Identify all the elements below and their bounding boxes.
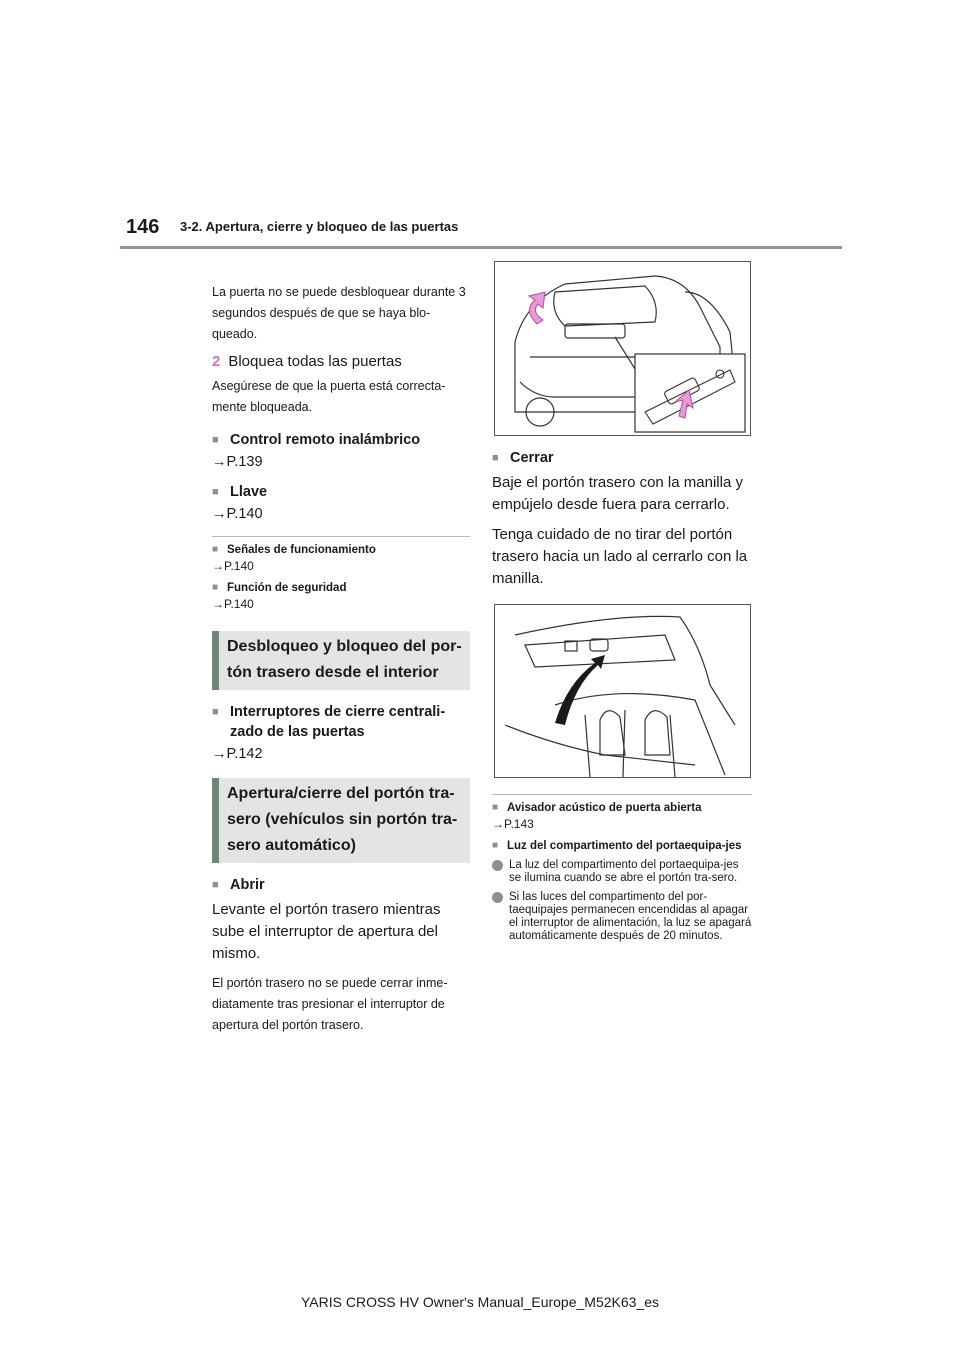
security-title: Función de seguridad bbox=[227, 582, 347, 594]
light-bullet-1: La luz del compartimento del portaequipa-jes se ilumina cuando se abre el portón tra-sero. bbox=[509, 859, 739, 884]
remote-ref[interactable]: →P.139 bbox=[212, 454, 263, 470]
remote-title: Control remoto inalámbrico bbox=[230, 432, 421, 448]
close-text-1: Baje el portón trasero con la manilla y empújelo desde fuera para cerrarlo. bbox=[492, 474, 743, 513]
right-column bbox=[492, 282, 752, 943]
square-bullet-icon: ■ bbox=[492, 452, 499, 464]
page-header bbox=[120, 212, 842, 249]
step-number: 2 bbox=[212, 353, 221, 370]
remote-heading bbox=[212, 430, 470, 450]
switches-ref[interactable]: →P.142 bbox=[212, 746, 263, 762]
close-heading bbox=[492, 448, 752, 468]
security-ref[interactable]: →P.140 bbox=[212, 597, 254, 611]
key-ref[interactable]: →P.140 bbox=[212, 506, 263, 522]
section-banner-interior-lock: Desbloqueo y bloqueo del por-tón trasero desde el interior bbox=[212, 631, 470, 690]
intro-note: La puerta no se puede desbloquear durante 3 segundos después de que se haya blo-queado. bbox=[212, 285, 466, 341]
signals-heading bbox=[212, 543, 470, 557]
security-heading bbox=[212, 581, 470, 595]
square-bullet-icon: ■ bbox=[212, 879, 219, 891]
square-bullet-icon: ■ bbox=[212, 582, 219, 593]
open-heading bbox=[212, 875, 470, 895]
tailgate-interior-drawing bbox=[495, 605, 750, 777]
light-heading bbox=[492, 839, 752, 853]
light-title: Luz del compartimento del portaequipa-jes bbox=[507, 840, 742, 852]
signals-title: Señales de funcionamiento bbox=[227, 544, 376, 556]
list-item bbox=[492, 859, 752, 885]
square-bullet-icon: ■ bbox=[212, 544, 219, 555]
square-bullet-icon: ■ bbox=[212, 706, 219, 718]
square-bullet-icon: ■ bbox=[492, 840, 499, 851]
open-note: El portón trasero no se puede cerrar inme-diatamente tras presionar el interruptor de apertura del portón trasero. bbox=[212, 976, 448, 1032]
section-title: 3-2. Apertura, cierre y bloqueo de las puertas bbox=[180, 219, 459, 234]
page-footer: YARIS CROSS HV Owner's Manual_Europe_M52K63_es bbox=[300, 1294, 660, 1310]
round-bullet-icon bbox=[492, 860, 503, 871]
step-2-note: Asegúrese de que la puerta está correcta-mente bloqueada. bbox=[212, 379, 446, 414]
open-text: Levante el portón trasero mientras sube el interruptor de apertura del mismo. bbox=[212, 901, 441, 962]
page-number: 146 bbox=[126, 216, 160, 238]
key-heading bbox=[212, 482, 470, 502]
square-bullet-icon: ■ bbox=[212, 486, 219, 498]
buzzer-title: Avisador acústico de puerta abierta bbox=[507, 802, 702, 814]
step-text: Bloquea todas las puertas bbox=[228, 353, 402, 370]
tailgate-exterior-illustration bbox=[494, 261, 751, 436]
round-bullet-icon bbox=[492, 892, 503, 903]
step-2 bbox=[212, 353, 470, 370]
open-title: Abrir bbox=[230, 877, 265, 893]
close-title: Cerrar bbox=[510, 450, 554, 466]
key-title: Llave bbox=[230, 484, 268, 500]
left-column bbox=[212, 282, 470, 1036]
tailgate-exterior-drawing bbox=[495, 262, 750, 435]
buzzer-ref[interactable]: →P.143 bbox=[492, 817, 534, 831]
switches-heading bbox=[212, 702, 470, 742]
light-bullet-2: Si las luces del compartimento del por-taequipajes permanecen encendidas al apagar el interruptor de alimentación, la luz se apagará automáticamente después de 20 minutos. bbox=[509, 891, 752, 942]
close-text-2: Tenga cuidado de no tirar del portón trasero hacia un lado al cerrarlo con la manilla. bbox=[492, 526, 748, 587]
square-bullet-icon: ■ bbox=[212, 434, 219, 446]
list-item bbox=[492, 891, 752, 943]
divider bbox=[212, 536, 470, 537]
square-bullet-icon: ■ bbox=[492, 802, 499, 813]
divider bbox=[492, 794, 752, 795]
switches-title: Interruptores de cierre centrali-zado de las puertas bbox=[230, 704, 446, 740]
tailgate-interior-illustration bbox=[494, 604, 751, 778]
signals-ref[interactable]: →P.140 bbox=[212, 559, 254, 573]
section-banner-tailgate: Apertura/cierre del portón tra-sero (vehículos sin portón tra-sero automático) bbox=[212, 778, 470, 863]
buzzer-heading bbox=[492, 801, 752, 815]
